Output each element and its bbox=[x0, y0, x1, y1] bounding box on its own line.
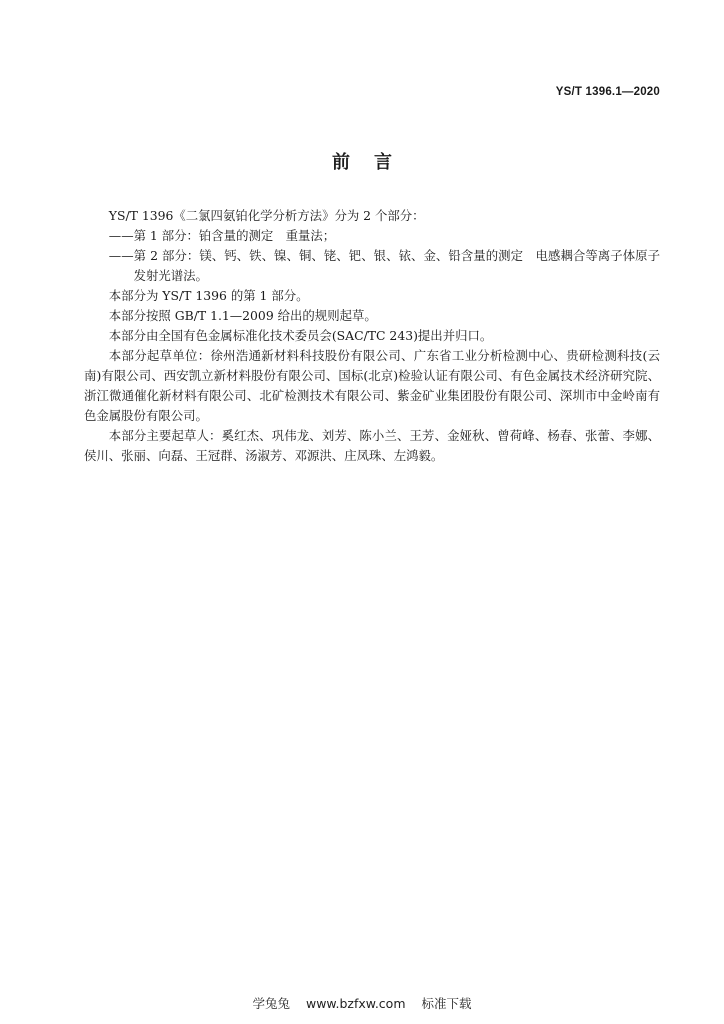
intro-paragraph: YS/T 1396《二氯四氨铂化学分析方法》分为 2 个部分： bbox=[108, 208, 425, 223]
drafting-rule-paragraph: 本部分按照 GB/T 1.1—2009 给出的规则起草。 bbox=[108, 308, 377, 323]
this-part-paragraph: 本部分为 YS/T 1396 的第 1 部分。 bbox=[108, 288, 309, 303]
footer-url[interactable]: www.bzfxw.com bbox=[305, 996, 406, 1011]
part1-item: ——第 1 部分：铂含量的测定 重量法； bbox=[108, 228, 336, 243]
drafting-units-paragraph: 本部分起草单位：徐州浩通新材料科技股份有限公司、广东省工业分析检测中心、贵研检测科技(云南)有限公司、西安凯立新材料股份有限公司、国标(北京)检验认证有限公司、有色金属技术经济研究院、浙江微通催化新材料有限公司、北矿检测技术有限公司、紫金矿业集团股份有限公司、深圳市中金岭南有色金属股份有限公司。 bbox=[84, 348, 660, 423]
watermark-footer bbox=[0, 994, 724, 1012]
document-code: YS/T 1396.1—2020 bbox=[555, 86, 660, 98]
footer-site-name: 学兔兔 bbox=[252, 996, 290, 1011]
drafters-paragraph: 本部分主要起草人：奚红杰、巩伟龙、刘芳、陈小兰、王芳、金娅秋、曾荷峰、杨春、张蕾、李娜、侯川、张丽、向磊、王冠群、汤淑芳、邓源洪、庄凤珠、左鸿毅。 bbox=[84, 428, 660, 463]
footer-tagline: 标准下载 bbox=[421, 996, 472, 1011]
part2-item: ——第 2 部分：镁、钙、铁、镍、铜、铑、钯、银、铱、金、铅含量的测定 电感耦合等离子体原子发射光谱法。 bbox=[108, 248, 660, 283]
proposed-by-paragraph: 本部分由全国有色金属标准化技术委员会(SAC/TC 243)提出并归口。 bbox=[108, 328, 493, 343]
page-title: 前言 bbox=[332, 152, 416, 173]
foreword-body bbox=[84, 206, 660, 466]
